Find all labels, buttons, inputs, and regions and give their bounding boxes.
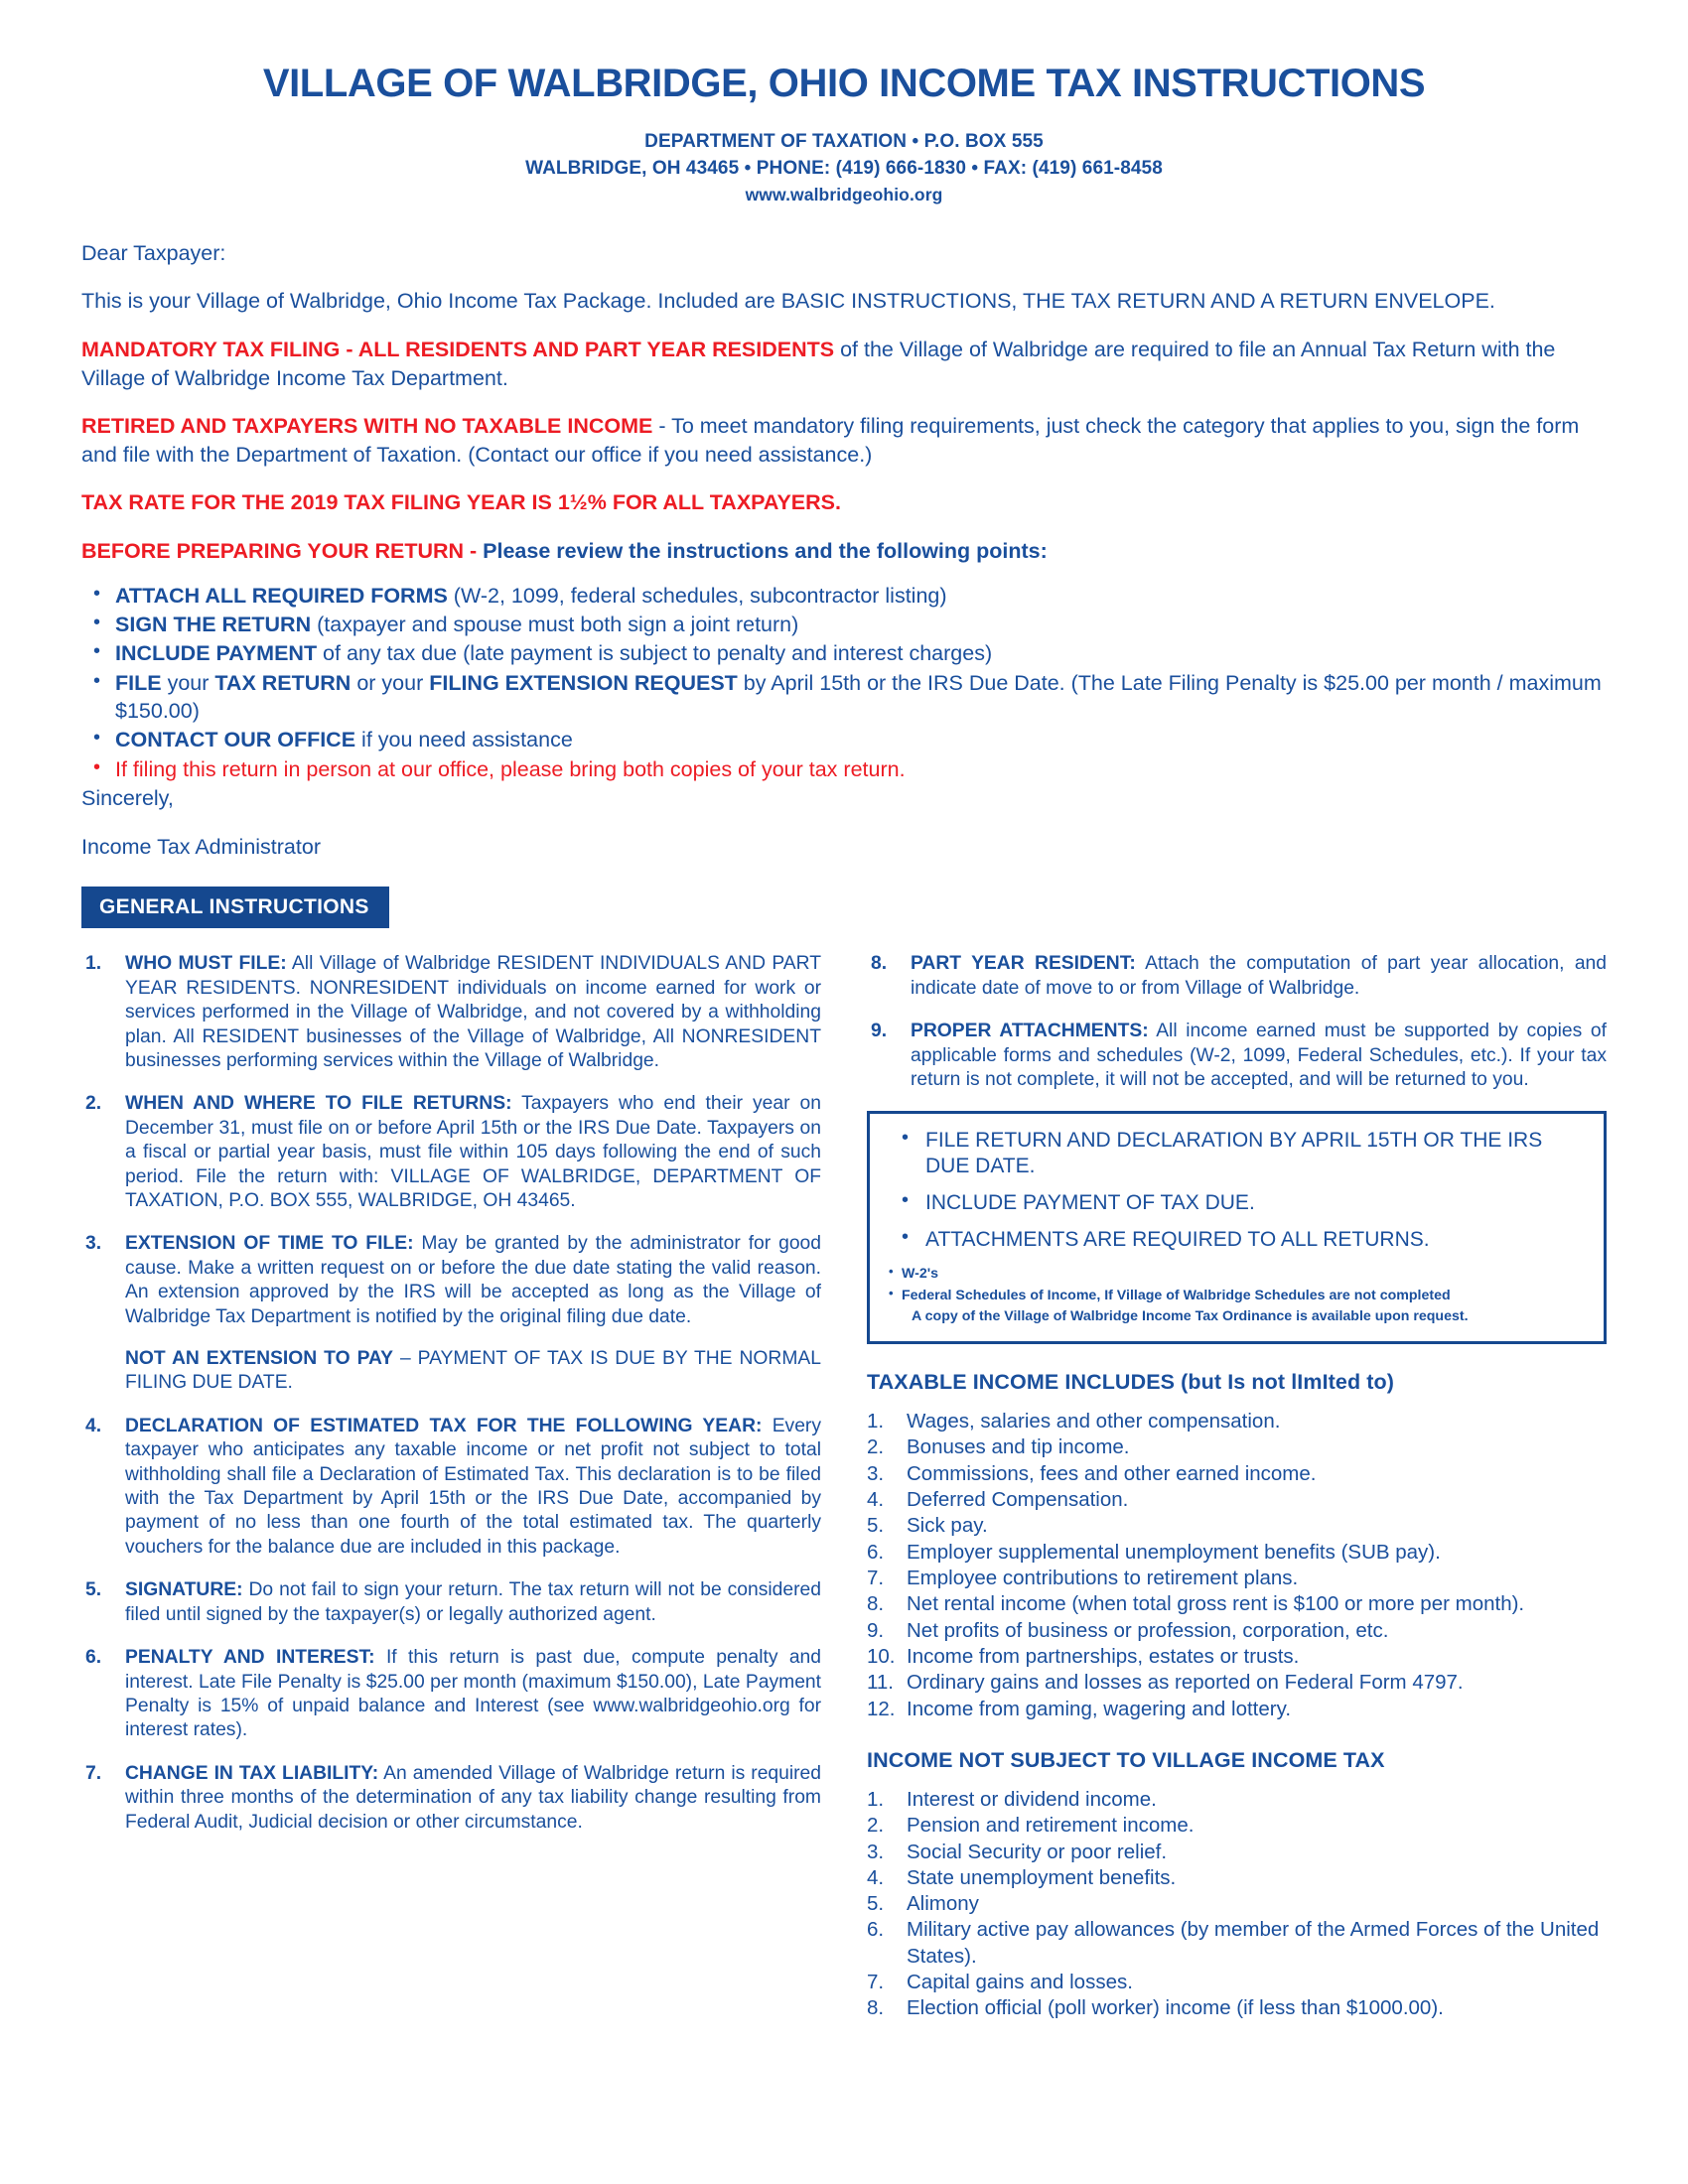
intro-paragraph: This is your Village of Walbridge, Ohio Income Tax Package. Included are BASIC INSTRUCTIONS, THE TAX RETURN AND A RETURN ENVELOPE.: [81, 289, 1495, 314]
list-item: [867, 1787, 1607, 1813]
item-subparagraph: [125, 1347, 821, 1396]
list-item: [81, 1415, 821, 1560]
list-item: [867, 1891, 1607, 1917]
retired-paragraph: [81, 412, 1607, 469]
salutation: Dear Taxpayer:: [81, 240, 226, 265]
mandatory-filing-paragraph: [81, 336, 1607, 392]
item-label: PROPER ATTACHMENTS:: [911, 1021, 1149, 1042]
item-number: 10.: [867, 1644, 896, 1668]
list-item: [867, 1434, 1607, 1460]
list-item: [867, 1865, 1607, 1891]
item-text: Deferred Compensation.: [907, 1487, 1129, 1511]
list-item: [867, 1540, 1607, 1566]
point-text: of any tax due (late payment is subject to penalty and interest charges): [317, 641, 993, 666]
list-item: [867, 1670, 1607, 1696]
point-bold-label: INCLUDE PAYMENT: [115, 641, 318, 666]
list-item: [81, 639, 1607, 667]
item-text: If this return is past due, compute penalty and interest. Late File Penalty is $25.00 per month (maximum $150.00), Late Payment Penalty is 15% of unpaid balance and Interest (see www.walbridgeohio.org for interest rates).: [125, 1647, 821, 1741]
item-text: Social Security or poor relief.: [907, 1840, 1168, 1863]
item-label: SIGNATURE:: [125, 1579, 243, 1601]
page-title: VILLAGE OF WALBRIDGE, OHIO INCOME TAX INSTRUCTIONS: [262, 62, 1426, 105]
item-number: 8.: [871, 953, 888, 975]
item-text: May be granted by the administrator for good cause. Make a written request on or before the due date stating the valid reason. An extension approved by the IRS will be accepted as long as the Village of Walbridge Tax Department is notified by the original filing due date.: [125, 1233, 821, 1327]
item-sub-label: NOT AN EXTENSION TO PAY: [125, 1348, 394, 1370]
list-item: [867, 1487, 1607, 1513]
point-text: if you need assistance: [355, 728, 573, 752]
list-item: [867, 1618, 1607, 1644]
instructions-columns: [81, 952, 1607, 2021]
item-text: Employee contributions to retirement plans.: [907, 1566, 1299, 1589]
item-number: 3.: [85, 1233, 102, 1255]
item-text: Capital gains and losses.: [907, 1971, 1133, 1994]
item-text: Ordinary gains and losses as reported on Federal Form 4797.: [907, 1671, 1464, 1695]
item-sub-text: – PAYMENT OF TAX IS DUE BY THE NORMAL FILING DUE DATE.: [125, 1348, 821, 1394]
list-item: [867, 1917, 1607, 1970]
list-item: [81, 582, 1607, 610]
list-item: [867, 1813, 1607, 1839]
callout-ordinance-note: A copy of the Village of Walbridge Income Tax Ordinance is available upon request.: [912, 1308, 1469, 1325]
list-item: [867, 1840, 1607, 1865]
item-number: 12.: [867, 1697, 896, 1720]
point-text: (W-2, 1099, federal schedules, subcontractor listing): [447, 583, 947, 608]
taxable-income-heading: TAXABLE INCOME INCLUDES (but Is not lImIted to): [867, 1369, 1395, 1394]
list-item: [867, 1513, 1607, 1539]
list-item: • ATTACHMENTS ARE REQUIRED TO ALL RETURNS.: [880, 1227, 1586, 1252]
closing: Sincerely,: [81, 786, 174, 811]
point-text: If filing this return in person at our office, please bring both copies of your tax return.: [115, 756, 906, 781]
item-number: 2.: [867, 1814, 885, 1838]
list-item: • INCLUDE PAYMENT OF TAX DUE.: [880, 1190, 1586, 1215]
item-text: Employer supplemental unemployment benefits (SUB pay).: [907, 1540, 1441, 1564]
item-text: Taxpayers who end their year on December 31, must file on or before April 15th or the IRS Due Date. Taxpayers on a fiscal or partial year basis, must file within 105 days following the end of such period. File the return with: VILLAGE OF WALBRIDGE, DEPARTMENT OF TAXATION, P.O. BOX 555, WALBRIDGE, OH 43465.: [125, 1093, 821, 1211]
item-number: 5.: [867, 1514, 885, 1538]
item-number: 6.: [867, 1918, 885, 1942]
non-taxable-income-heading: INCOME NOT SUBJECT TO VILLAGE INCOME TAX: [867, 1747, 1385, 1772]
item-text: All Village of Walbridge RESIDENT INDIVIDUALS AND PART YEAR RESIDENTS. NONRESIDENT individuals on income earned for work or services performed in the Village of Walbridge, and not covered by a withholding plan. All RESIDENT businesses of the Village of Walbridge, All NONRESIDENT businesses performing services within the Village of Walbridge.: [125, 953, 821, 1071]
list-item: [867, 1020, 1607, 1092]
item-number: 1.: [867, 1409, 885, 1433]
list-item: [81, 611, 1607, 638]
item-text: Income from gaming, wagering and lottery.: [907, 1697, 1292, 1720]
item-number: 4.: [85, 1415, 102, 1436]
point-bold-label: ATTACH ALL REQUIRED FORMS: [115, 583, 448, 608]
item-number: 2.: [85, 1093, 102, 1115]
list-item: [867, 1970, 1607, 1995]
requirements-callout-box: [867, 1111, 1607, 1344]
item-number: 1.: [85, 953, 102, 975]
item-number: 8.: [867, 1996, 885, 2020]
item-text: Interest or dividend income.: [907, 1787, 1157, 1811]
list-item: [867, 1995, 1607, 2021]
before-preparing-label: BEFORE PREPARING YOUR RETURN -: [81, 538, 484, 563]
mandatory-filing-text: of the Village of Walbridge are required to file an Annual Tax Return with the Village of Walbridge Income Tax Department.: [81, 337, 1556, 390]
list-item: [81, 1762, 821, 1835]
item-number: 4.: [867, 1487, 885, 1511]
list-item: • FILE RETURN AND DECLARATION BY APRIL 15TH OR THE IRS DUE DATE.: [880, 1128, 1586, 1177]
list-item: [81, 952, 821, 1073]
item-text: Attach the computation of part year allocation, and indicate date of move to or from Village of Walbridge.: [911, 953, 1607, 999]
point-text: your TAX RETURN or your FILING EXTENSION REQUEST by April 15th or the IRS Due Date. (The Late Filing Penalty is $25.00 per month / maximum $150.00): [115, 670, 1602, 724]
list-item: [81, 726, 1607, 753]
list-item: [81, 1232, 821, 1395]
item-text: State unemployment benefits.: [907, 1865, 1177, 1889]
list-item: [867, 1697, 1607, 1722]
callout-attachment-list: [880, 1264, 1586, 1327]
general-instructions-left-list: [81, 952, 821, 1835]
general-instructions-right-list: [867, 952, 1607, 1092]
list-item: [867, 1644, 1607, 1670]
item-text: Military active pay allowances (by member of the Armed Forces of the United States).: [907, 1918, 1600, 1968]
point-bold-label: CONTACT OUR OFFICE: [115, 728, 356, 752]
item-text: An amended Village of Walbridge return is required within three months of the determination of any tax liability change resulting from Federal Audit, Judicial decision or other circumstance.: [125, 1762, 822, 1833]
item-number: 6.: [85, 1647, 102, 1669]
item-number: 3.: [867, 1840, 885, 1863]
item-text: Sick pay.: [907, 1514, 988, 1538]
item-label: PART YEAR RESIDENT:: [911, 953, 1136, 975]
item-text: Income from partnerships, estates or trusts.: [907, 1644, 1300, 1668]
preparation-points-list: [81, 582, 1607, 784]
item-number: 11.: [867, 1671, 894, 1695]
item-text: Wages, salaries and other compensation.: [907, 1409, 1281, 1433]
list-item: [867, 1591, 1607, 1617]
item-label: WHEN AND WHERE TO FILE RETURNS:: [125, 1093, 512, 1115]
point-text: (taxpayer and spouse must both sign a joint return): [311, 612, 799, 636]
item-label: PENALTY AND INTEREST:: [125, 1647, 375, 1669]
taxable-income-list: [867, 1409, 1607, 1722]
item-number: 5.: [867, 1892, 885, 1916]
point-bold-label: SIGN THE RETURN: [115, 612, 312, 636]
item-number: 5.: [85, 1579, 102, 1601]
list-item: [867, 1566, 1607, 1591]
item-number: 1.: [867, 1787, 885, 1811]
item-text: Net profits of business or profession, corporation, etc.: [907, 1618, 1389, 1642]
list-item: [81, 669, 1607, 726]
list-item: [81, 755, 1607, 783]
department-line: DEPARTMENT OF TAXATION • P.O. BOX 555: [644, 131, 1044, 152]
tax-rate-line: TAX RATE FOR THE 2019 TAX FILING YEAR IS 1½% FOR ALL TAXPAYERS.: [81, 490, 841, 515]
mandatory-filing-label: MANDATORY TAX FILING - ALL RESIDENTS AND PART YEAR RESIDENTS: [81, 337, 835, 361]
department-contact-block: [81, 129, 1607, 207]
item-label: WHO MUST FILE:: [125, 953, 287, 975]
item-number: 7.: [867, 1971, 885, 1994]
before-preparing-paragraph: [81, 537, 1607, 566]
item-label: EXTENSION OF TIME TO FILE:: [125, 1233, 414, 1255]
retired-label: RETIRED AND TAXPAYERS WITH NO TAXABLE INCOME: [81, 414, 653, 439]
item-number: 2.: [867, 1435, 885, 1459]
list-item: • Federal Schedules of Income, If Village of Walbridge Schedules are not completed: [880, 1286, 1586, 1306]
before-preparing-text: Please review the instructions and the following points:: [483, 538, 1048, 563]
list-item: [867, 1409, 1607, 1434]
item-text: Bonuses and tip income.: [907, 1435, 1130, 1459]
taxpayer-letter: [81, 239, 1607, 862]
list-item: [867, 952, 1607, 1001]
item-number: 9.: [867, 1618, 885, 1642]
retired-text: - To meet mandatory filing requirements, just check the category that applies to you, sign the form and file with the Department of Taxation. (Contact our office if you need assistance.): [81, 414, 1580, 467]
item-number: 4.: [867, 1865, 885, 1889]
item-text: Every taxpayer who anticipates any taxable income or net profit not subject to total withholding shall file a Declaration of Estimated Tax. This declaration is to be filed with the Tax Department by April 15th or the IRS Due Date, accompanied by payment of no less than one fourth of the total estimated tax. The quarterly vouchers for the balance due are included in this package.: [125, 1415, 821, 1558]
item-text: Net rental income (when total gross rent is $100 or more per month).: [907, 1592, 1525, 1616]
address-phone-line: WALBRIDGE, OH 43465 • PHONE: (419) 666-1830 • FAX: (419) 661-8458: [525, 157, 1163, 179]
item-number: 8.: [867, 1592, 885, 1616]
item-text: Pension and retirement income.: [907, 1814, 1195, 1838]
item-number: 7.: [867, 1566, 885, 1589]
list-item: • W-2's: [880, 1264, 1586, 1285]
item-number: 9.: [871, 1021, 888, 1042]
item-number: 6.: [867, 1540, 885, 1564]
list-item: [81, 1646, 821, 1743]
item-number: 7.: [85, 1762, 102, 1784]
item-text: All income earned must be supported by copies of applicable forms and schedules (W-2, 1099, Federal Schedules, etc.). If your tax return is not complete, it will not be accepted, and will be returned to you.: [911, 1021, 1607, 1090]
left-column: [81, 952, 821, 2021]
signer: Income Tax Administrator: [81, 834, 321, 859]
item-text: Alimony: [907, 1892, 979, 1916]
item-label: DECLARATION OF ESTIMATED TAX FOR THE FOLLOWING YEAR:: [125, 1415, 763, 1436]
item-label: CHANGE IN TAX LIABILITY:: [125, 1762, 379, 1784]
non-taxable-income-list: [867, 1787, 1607, 2022]
list-item: [81, 1578, 821, 1627]
item-text: Commissions, fees and other earned income.: [907, 1461, 1317, 1485]
callout-bullet-list: [880, 1128, 1586, 1252]
right-column: [867, 952, 1607, 2021]
list-item: [81, 1092, 821, 1213]
point-bold-label: FILE: [115, 670, 162, 695]
item-text: Do not fail to sign your return. The tax return will not be considered filed until signed by the taxpayer(s) or legally authorized agent.: [125, 1579, 821, 1625]
list-item: [867, 1461, 1607, 1487]
general-instructions-heading: GENERAL INSTRUCTIONS: [81, 887, 389, 928]
item-number: 3.: [867, 1461, 885, 1485]
website-line: www.walbridgeohio.org: [745, 184, 943, 205]
item-text: Election official (poll worker) income (if less than $1000.00).: [907, 1996, 1444, 2020]
